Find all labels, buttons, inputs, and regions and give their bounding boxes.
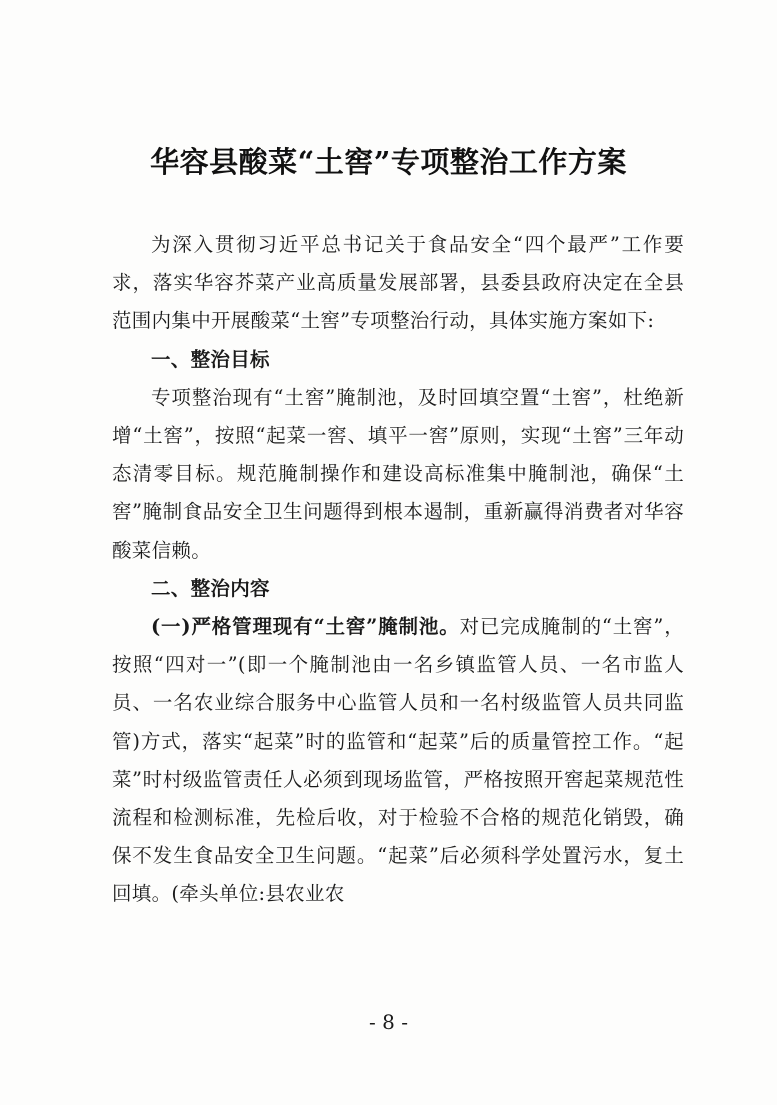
section-heading-content: 二、整治内容 [151, 576, 270, 600]
page-number: - 8 - [369, 1010, 408, 1034]
document-body [112, 226, 684, 914]
section-heading-goals: 一、整治目标 [151, 347, 270, 371]
goals-paragraph: 专项整治现有“土窖”腌制池，及时回填空置“土窖”，杜绝新增“土窖”，按照“起菜一窖、填平一窖”原则，实现“土窖”三年动态清零目标。规范腌制操作和建设高标准集中腌制池，确保“土窖”腌制食品安全卫生问题得到根本遏制，重新赢得消费者对华容酸菜信赖。 [112, 385, 684, 562]
content-item-1-text: 对已完成腌制的“土窖”，按照“四对一”(即一个腌制池由一名乡镇监管人员、一名市监人员、一名农业综合服务中心监管人员和一名村级监管人员共同监管)方式，落实“起菜”时的监管和“起菜”后的质量管控工作。“起菜”时村级监管责任人必须到现场监管，严格按照开窖起菜规范性流程和检测标准，先检后收，对于检验不合格的规范化销毁，确保不发生食品安全卫生问题。“起菜”后必须科学处置污水，复土回填。(牵头单位:县农业农 [112, 615, 684, 906]
document-title: 华容县酸菜“土窖”专项整治工作方案 [150, 145, 627, 179]
content-item-1-paragraph [112, 608, 684, 914]
intro-paragraph: 为深入贯彻习近平总书记关于食品安全“四个最严”工作要求，落实华容芥菜产业高质量发展部署，县委县政府决定在全县范围内集中开展酸菜“土窖”专项整治行动，具体实施方案如下: [112, 233, 684, 333]
content-item-1-lead: (一)严格管理现有“土窖”腌制池。 [151, 615, 460, 639]
